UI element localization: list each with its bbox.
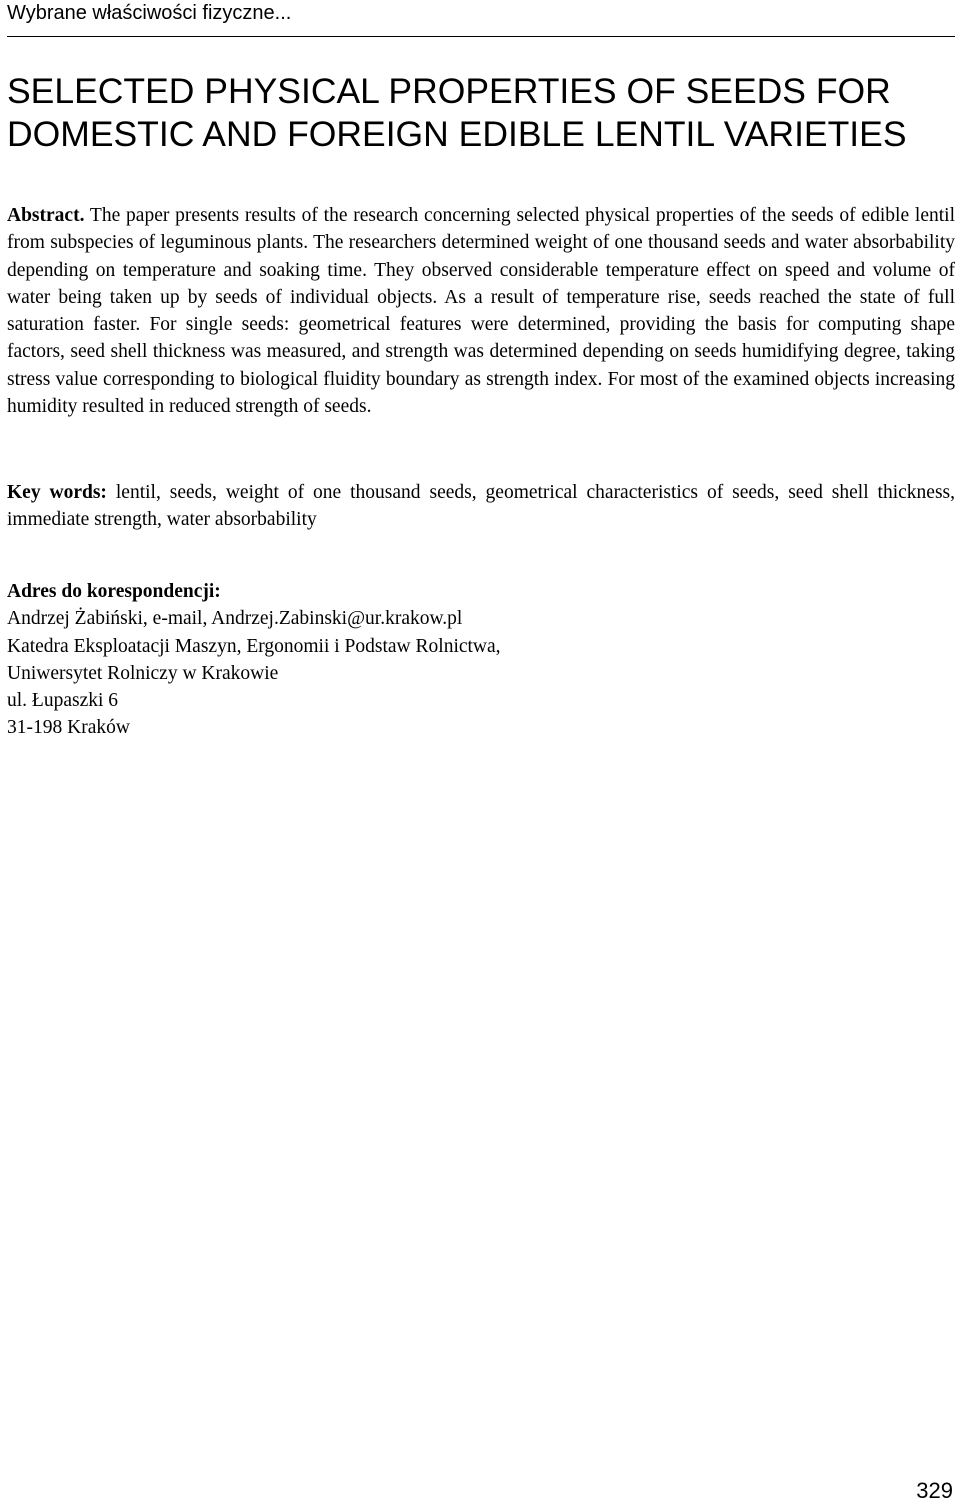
- abstract-text: The paper presents results of the research concerning selected physical properties of the seeds of edible lentil from subspecies of leguminous plants. The researchers determined weight of one thousand seeds and water absorbability depending on temperature and soaking time. They observed considerable temperature effect on speed and volume of water being taken up by seeds of individual objects. As a result of temperature rise, seeds reached the state of full saturation faster. For single seeds: geometrical features were determined, providing the basis for computing shape factors, seed shell thickness was measured, and strength was determined depending on seeds humidifying degree, taking stress value corresponding to biological fluidity boundary as strength index. For most of the examined objects increasing humidity resulted in reduced strength of seeds.: [7, 205, 955, 418]
- correspondence-line-street: ul. Łupaszki 6: [7, 690, 119, 712]
- page-number: 329: [916, 1478, 953, 1503]
- header-rule: [7, 36, 955, 37]
- keywords-label: Key words:: [7, 482, 107, 503]
- correspondence-line-city: 31-198 Kraków: [7, 717, 130, 739]
- abstract: [7, 202, 955, 420]
- correspondence-line-department: Katedra Eksploatacji Maszyn, Ergonomii i Podstaw Rolnictwa,: [7, 635, 501, 657]
- correspondence-block: [7, 578, 955, 742]
- keywords: [7, 479, 955, 534]
- running-header: Wybrane właściwości fizyczne...: [7, 2, 292, 24]
- correspondence-line-author: Andrzej Żabiński, e-mail, Andrzej.Zabinski@ur.krakow.pl: [7, 608, 463, 630]
- paper-title-line-2: DOMESTIC AND FOREIGN EDIBLE LENTIL VARIETIES: [7, 114, 907, 154]
- paper-title: [7, 70, 955, 156]
- correspondence-label: Adres do korespondencji:: [7, 581, 221, 602]
- paper-title-line-1: SELECTED PHYSICAL PROPERTIES OF SEEDS FOR: [7, 71, 891, 111]
- abstract-label: Abstract.: [7, 205, 85, 226]
- keywords-text: lentil, seeds, weight of one thousand seeds, geometrical characteristics of seeds, seed shell thickness, immediate strength, water absorbability: [7, 482, 956, 531]
- correspondence-line-university: Uniwersytet Rolniczy w Krakowie: [7, 662, 279, 684]
